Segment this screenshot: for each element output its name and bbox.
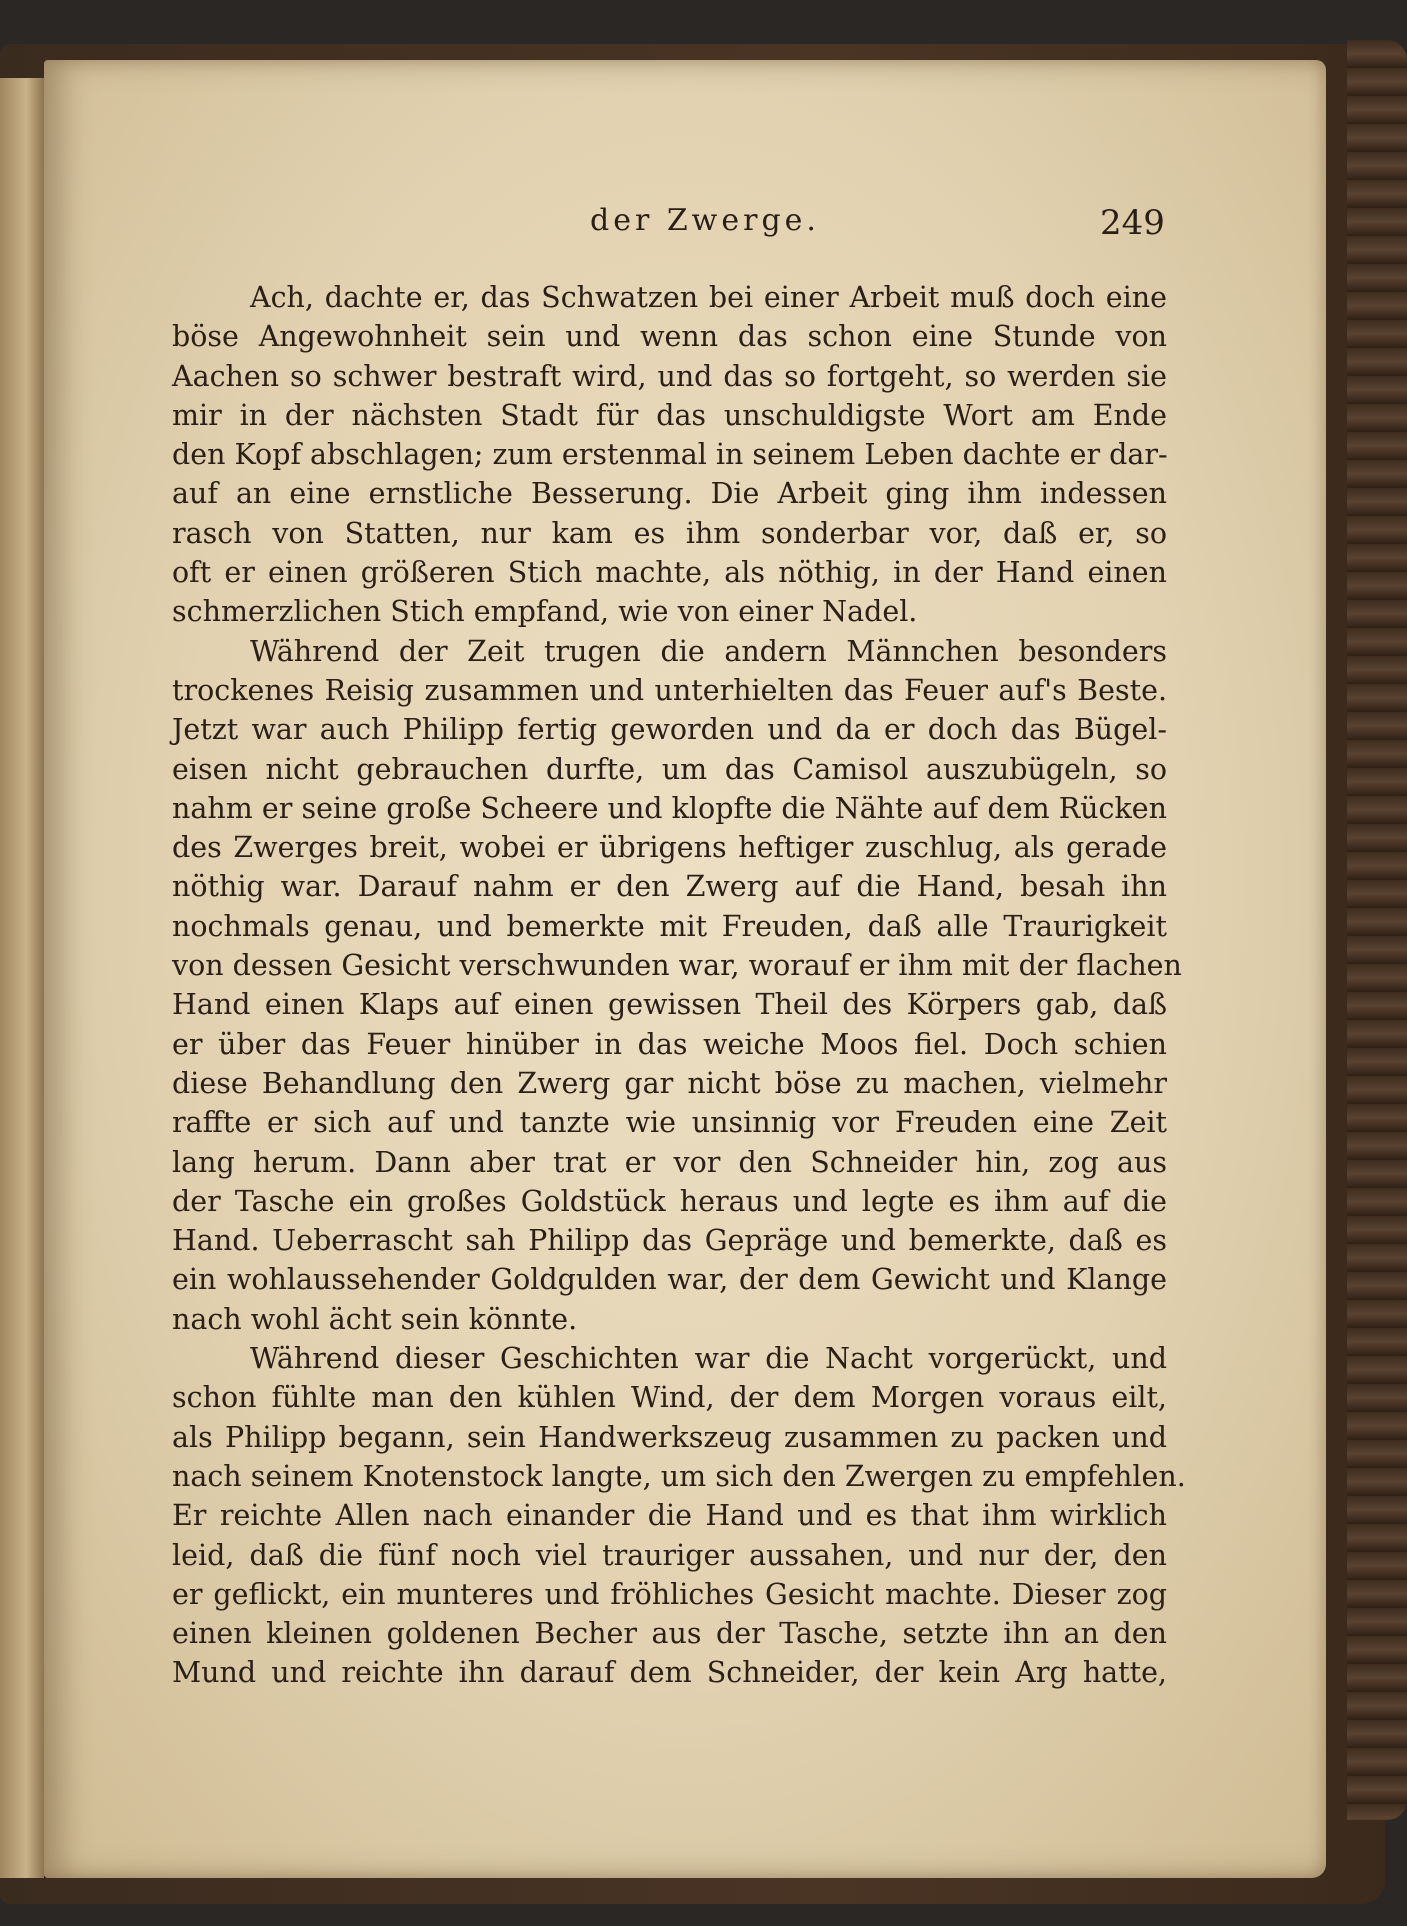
text-line: leid, daß die fünf noch viel trauriger aussahen, und nur der, den — [172, 1538, 1167, 1572]
text-line: trockenes Reisig zusammen und unterhielten das Feuer auf's Beste. — [172, 673, 1167, 707]
text-line: lang herum. Dann aber trat er vor den Schneider hin, zog aus — [172, 1145, 1167, 1179]
text-line: Ach, dachte er, das Schwatzen bei einer Arbeit muß doch eine — [250, 281, 1167, 314]
text-line: diese Behandlung den Zwerg gar nicht böse zu machen, vielmehr — [172, 1066, 1167, 1100]
text-line: Jetzt war auch Philipp fertig geworden und da er doch das Bügel- — [172, 713, 1167, 747]
text-line: schmerzlichen Stich empfand, wie von einer Nadel. — [172, 595, 918, 629]
text-line: als Philipp begann, sein Handwerkszeug zusammen zu packen und — [172, 1420, 1167, 1454]
text-line: einen kleinen goldenen Becher aus der Tasche, setzte ihn an den — [172, 1617, 1167, 1651]
page-number: 249 — [1100, 203, 1165, 243]
text-line: raffte er sich auf und tanzte wie unsinnig vor Freuden eine Zeit — [172, 1106, 1167, 1140]
running-head: der Zwerge. — [590, 203, 820, 238]
text-line: ein wohlaussehender Goldgulden war, der dem Gewicht und Klange — [172, 1263, 1167, 1297]
text-line: nach wohl ächt sein könnte. — [172, 1302, 578, 1336]
text-line: auf an eine ernstliche Besserung. Die Arbeit ging ihm indessen — [172, 477, 1167, 511]
text-line: des Zwerges breit, wobei er übrigens heftiger zuschlug, als gerade — [172, 831, 1167, 865]
text-line: von dessen Gesicht verschwunden war, worauf er ihm mit der flachen — [172, 949, 1182, 983]
left-page-edge — [0, 78, 44, 1878]
text-line: nöthig war. Darauf nahm er den Zwerg auf die Hand, besah ihn — [172, 870, 1167, 904]
text-line: böse Angewohnheit sein und wenn das schon eine Stunde von — [172, 320, 1167, 354]
text-line: er über das Feuer hinüber in das weiche Moos fiel. Doch schien — [172, 1027, 1167, 1061]
text-line: nochmals genau, und bemerkte mit Freuden, daß alle Traurigkeit — [172, 909, 1167, 943]
text-line: mir in der nächsten Stadt für das unschuldigste Wort am Ende — [172, 398, 1167, 432]
text-line: Aachen so schwer bestraft wird, und das so fortgeht, so werden sie — [172, 359, 1167, 393]
book-cover-edge — [1347, 40, 1407, 1820]
text-line: nach seinem Knotenstock langte, um sich den Zwergen zu empfehlen. — [172, 1459, 1186, 1493]
text-line: oft er einen größeren Stich machte, als nöthig, in der Hand einen — [172, 556, 1167, 590]
text-line: schon fühlte man den kühlen Wind, der dem Morgen voraus eilt, — [172, 1381, 1167, 1415]
text-line: er geflickt, ein munteres und fröhliches Gesicht machte. Dieser zog — [172, 1577, 1167, 1611]
text-line: nahm er seine große Scheere und klopfte die Nähte auf dem Rücken — [172, 791, 1167, 825]
text-line: Hand einen Klaps auf einen gewissen Theil des Körpers gab, daß — [172, 988, 1167, 1022]
text-line: rasch von Statten, nur kam es ihm sonderbar vor, daß er, so — [172, 516, 1167, 550]
text-line: Hand. Ueberrascht sah Philipp das Gepräge und bemerkte, daß es — [172, 1224, 1167, 1258]
text-line: Mund und reichte ihn darauf dem Schneider, der kein Arg hatte, — [172, 1656, 1167, 1690]
text-line: den Kopf abschlagen; zum erstenmal in seinem Leben dachte er dar- — [172, 438, 1168, 472]
text-line: eisen nicht gebrauchen durfte, um das Camisol auszubügeln, so — [172, 752, 1167, 786]
text-line: Er reichte Allen nach einander die Hand und es that ihm wirklich — [172, 1499, 1167, 1533]
body-text — [172, 278, 1186, 1693]
text-line: der Tasche ein großes Goldstück heraus und legte es ihm auf die — [172, 1184, 1167, 1218]
text-line: Während der Zeit trugen die andern Männchen besonders — [250, 634, 1167, 668]
text-line: Während dieser Geschichten war die Nacht vorgerückt, und — [250, 1342, 1167, 1376]
